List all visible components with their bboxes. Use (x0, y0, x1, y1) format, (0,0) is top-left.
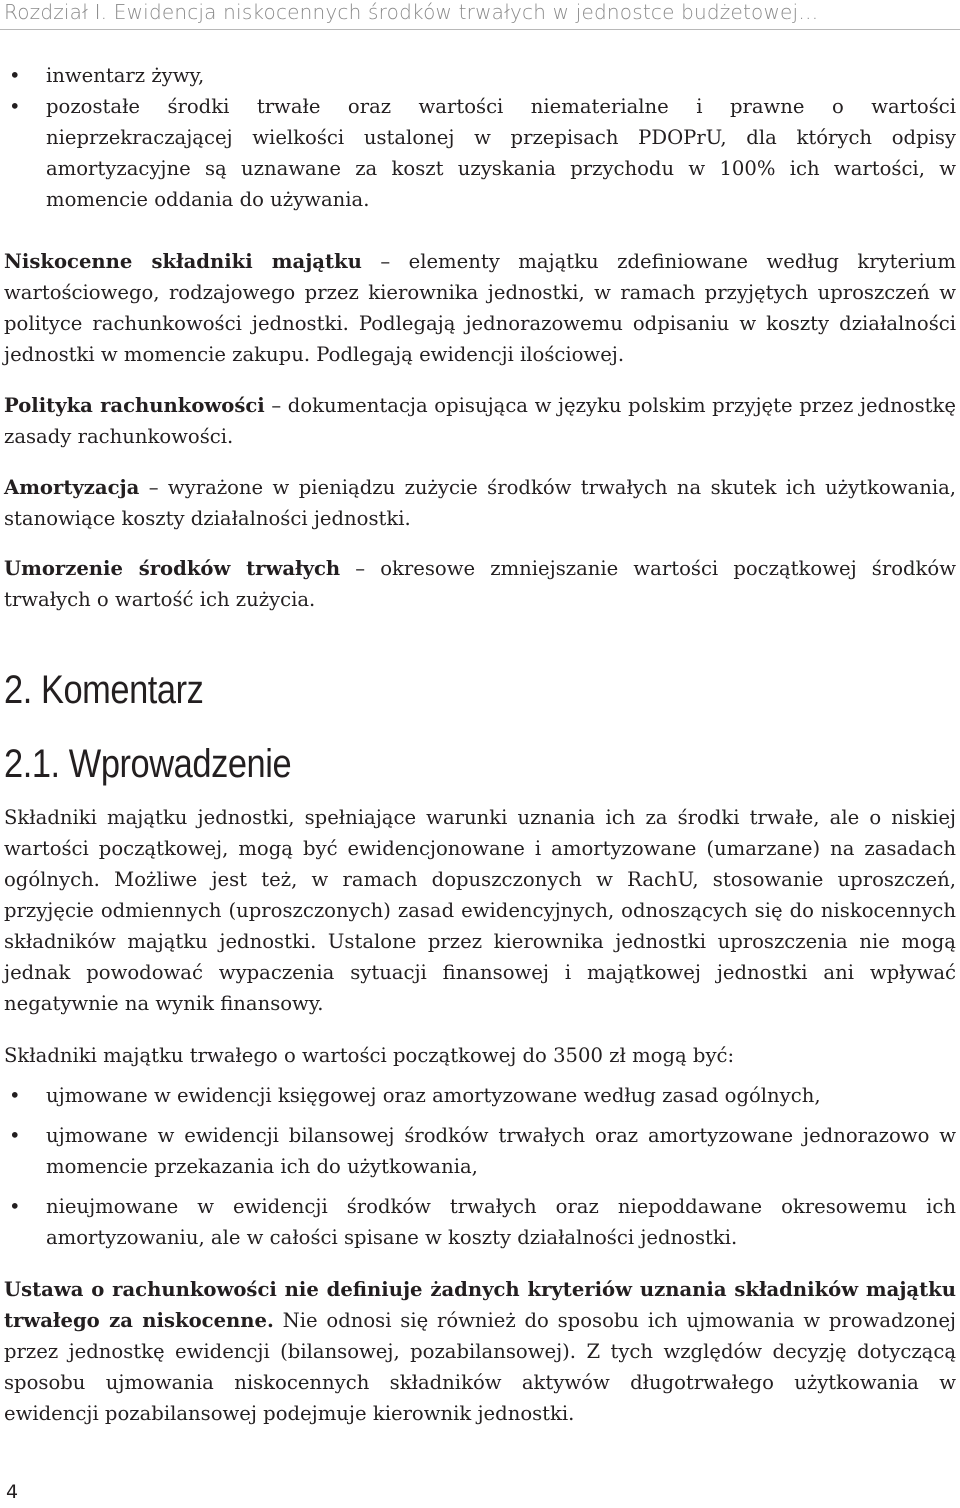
definition-term: Umorzenie środków trwałych (4, 557, 341, 580)
section-heading: 2. Komentarz (4, 668, 204, 712)
definition-paragraph (4, 246, 956, 370)
definition-paragraph (4, 390, 956, 452)
header-rule (0, 29, 960, 30)
definition-paragraph (4, 553, 956, 615)
list-item-text: pozostałe środki trwałe oraz wartości niematerialne i prawne o wartości nieprzekraczającej wielkości ustalonej w przepisach PDOPrU, dla których odpisy amortyzacyjne są uznawane za koszt uzyskania przychodu w 100% ich wartości, w momencie oddania do używania. (46, 95, 956, 211)
bullet-list-top (4, 60, 956, 215)
bullet-icon: • (9, 1084, 21, 1107)
definition-text: – wyrażone w pieniądzu zużycie środków trwałych na skutek ich użytkowania, stanowiące koszty działalności jednostki. (4, 476, 956, 530)
definition-term: Niskocenne składniki majątku (4, 250, 362, 273)
definition-term: Amortyzacja (4, 476, 140, 499)
closing-paragraph (4, 1274, 956, 1429)
lead-in-paragraph: Składniki majątku trwałego o wartości początkowej do 3500 zł mogą być: (4, 1044, 735, 1067)
definition-text: – dokumentacja opisująca w języku polskim przyjęte przez jednostkę zasady rachunkowości. (4, 394, 956, 448)
subsection-heading: 2.1. Wprowadzenie (4, 742, 292, 786)
bullet-icon: • (9, 95, 21, 118)
definition-text: – elementy majątku zdefiniowane według kryterium wartościowego, rodzajowego przez kierownika jednostki, w ramach przyjętych uproszczeń w polityce rachunkowości jednostki. Podlegają jednorazowemu odpisaniu w koszty działalności jednostki w momencie zakupu. Podlegają ewidencji ilościowej. (4, 250, 956, 366)
running-head: Rozdział I. Ewidencja niskocennych środków trwałych w jednostce budżetowej… (4, 0, 819, 24)
closing-text: Nie odnosi się również do sposobu ich ujmowania w prowadzonej przez jednostkę ewidencji (bilansowej, pozabilansowej). Z tych względów decyzję dotyczącą sposobu ujmowania niskocennych składników aktywów długotrwałego użytkowania w ewidencji pozabilansowej podejmuje kierownik jednostki. (4, 1309, 957, 1425)
list-item-text: ujmowane w ewidencji bilansowej środków trwałych oraz amortyzowane jednorazowo w momencie przekazania ich do użytkowania, (46, 1124, 956, 1178)
list-item (4, 1120, 956, 1182)
list-item (4, 91, 956, 215)
bullet-icon: • (9, 64, 21, 87)
bullet-icon: • (9, 1124, 21, 1147)
list-item (4, 60, 956, 91)
bullet-list-bottom (4, 1080, 956, 1253)
list-item (4, 1191, 956, 1253)
intro-paragraph: Składniki majątku jednostki, spełniające warunki uznania ich za środki trwałe, ale o niskiej wartości początkowej, mogą być ewidencjonowane i amortyzowane (umarzane) na zasadach ogólnych. Możliwe jest też, w ramach dopuszczonych w RachU, stosowanie uproszczeń, przyjęcie odmiennych (uproszczonych) zasad ewidencyjnych, odnoszących się do niskocennych składników majątku jednostki. Ustalone przez kierownika jednostki uproszczenia nie mogą jednak powodować wypaczenia sytuacji finansowej i majątkowej jednostki ani wpływać negatywnie na wynik finansowy. (4, 806, 956, 1015)
definition-text: – okresowe zmniejszanie wartości początkowej środków trwałych o wartość ich zużycia. (4, 557, 957, 611)
definition-term: Polityka rachunkowości (4, 394, 265, 417)
closing-bold-statement: Ustawa o rachunkowości nie definiuje żadnych kryteriów uznania składników majątku trwałego za niskocenne. (4, 1278, 956, 1332)
list-item-text: nieujmowane w ewidencji środków trwałych oraz niepoddawane okresowemu ich amortyzowaniu, ale w całości spisane w koszty działalności jednostki. (46, 1195, 956, 1249)
bullet-icon: • (9, 1195, 21, 1218)
list-item-text: inwentarz żywy, (46, 64, 205, 87)
definition-paragraph (4, 472, 956, 534)
list-item-text: ujmowane w ewidencji księgowej oraz amortyzowane według zasad ogólnych, (46, 1084, 821, 1107)
list-item (4, 1080, 956, 1111)
page-number: 4 (6, 1481, 19, 1503)
